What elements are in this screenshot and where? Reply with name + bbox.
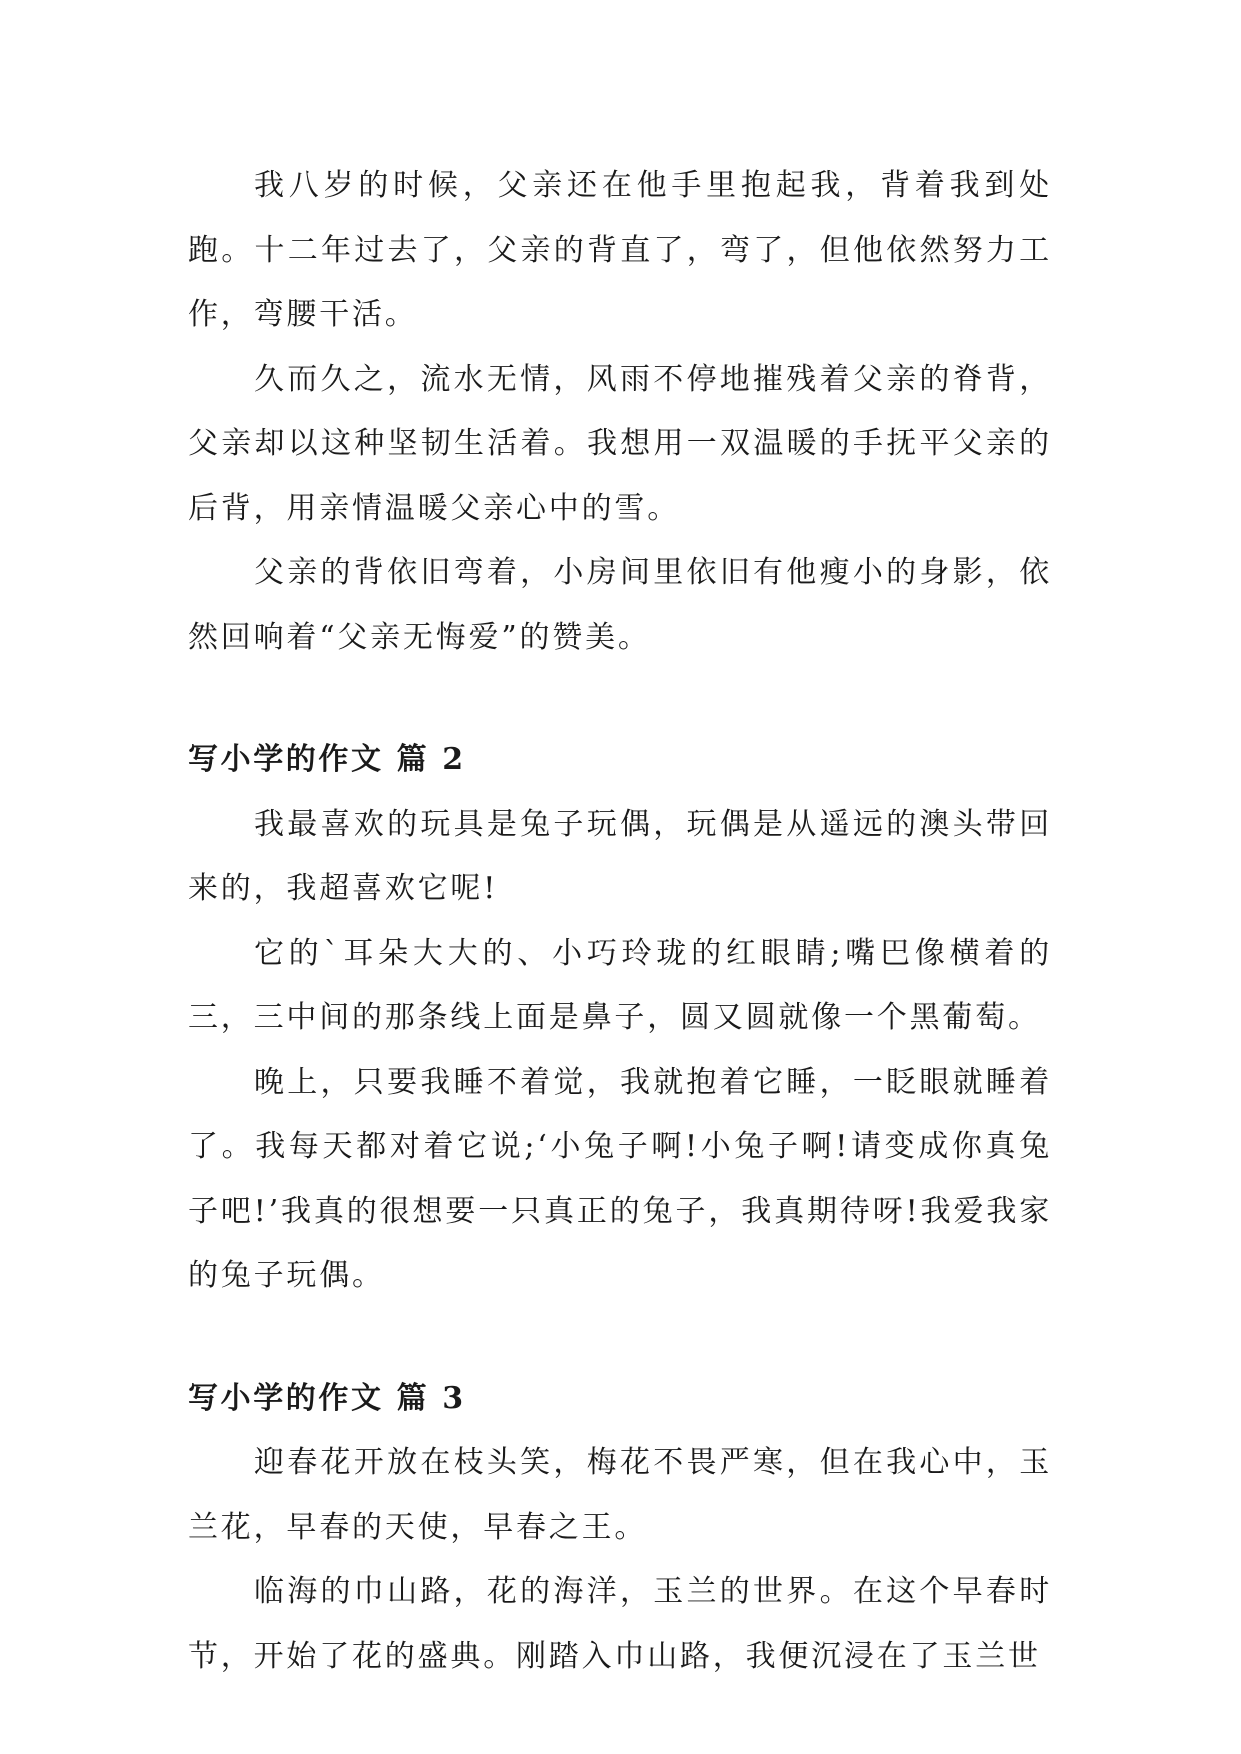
essay-section-2 (188, 728, 1052, 1309)
section-spacer (188, 670, 1052, 728)
paragraph: 晚上，只要我睡不着觉，我就抱着它睡，一眨眼就睡着了。我每天都对着它说;‘小兔子啊!小兔子啊!请变成你真兔子吧!’我真的很想要一只真正的兔子，我真期待呀!我爱我家的兔子玩偶。 (188, 1064, 1052, 1293)
paragraph: 迎春花开放在枝头笑，梅花不畏严寒，但在我心中，玉兰花，早春的天使，早春之王。 (188, 1445, 1052, 1545)
essay-section-1 (188, 154, 1052, 670)
essay-section-3 (188, 1367, 1052, 1690)
paragraph: 它的`耳朵大大的、小巧玲珑的红眼睛;嘴巴像横着的三，三中间的那条线上面是鼻子，圆又圆就像一个黑葡萄。 (188, 935, 1052, 1035)
paragraph: 父亲的背依旧弯着，小房间里依旧有他瘦小的身影，依然回响着“父亲无悔爱”的赞美。 (188, 555, 1052, 655)
paragraph: 我八岁的时候，父亲还在他手里抱起我，背着我到处跑。十二年过去了，父亲的背直了，弯了，但他依然努力工作，弯腰干活。 (188, 168, 1052, 332)
section-heading: 写小学的作文 篇 3 (188, 1380, 466, 1416)
document-body (188, 154, 1052, 1689)
paragraph: 临海的巾山路，花的海洋，玉兰的世界。在这个早春时节，开始了花的盛典。刚踏入巾山路，我便沉浸在了玉兰世 (188, 1574, 1052, 1674)
paragraph: 久而久之，流水无情，风雨不停地摧残着父亲的脊背，父亲却以这种坚韧生活着。我想用一双温暖的手抚平父亲的后背，用亲情温暖父亲心中的雪。 (188, 361, 1052, 526)
section-heading: 写小学的作文 篇 2 (188, 742, 466, 777)
section-spacer (188, 1309, 1052, 1367)
paragraph: 我最喜欢的玩具是兔子玩偶，玩偶是从遥远的澳头带回来的，我超喜欢它呢! (188, 806, 1052, 906)
